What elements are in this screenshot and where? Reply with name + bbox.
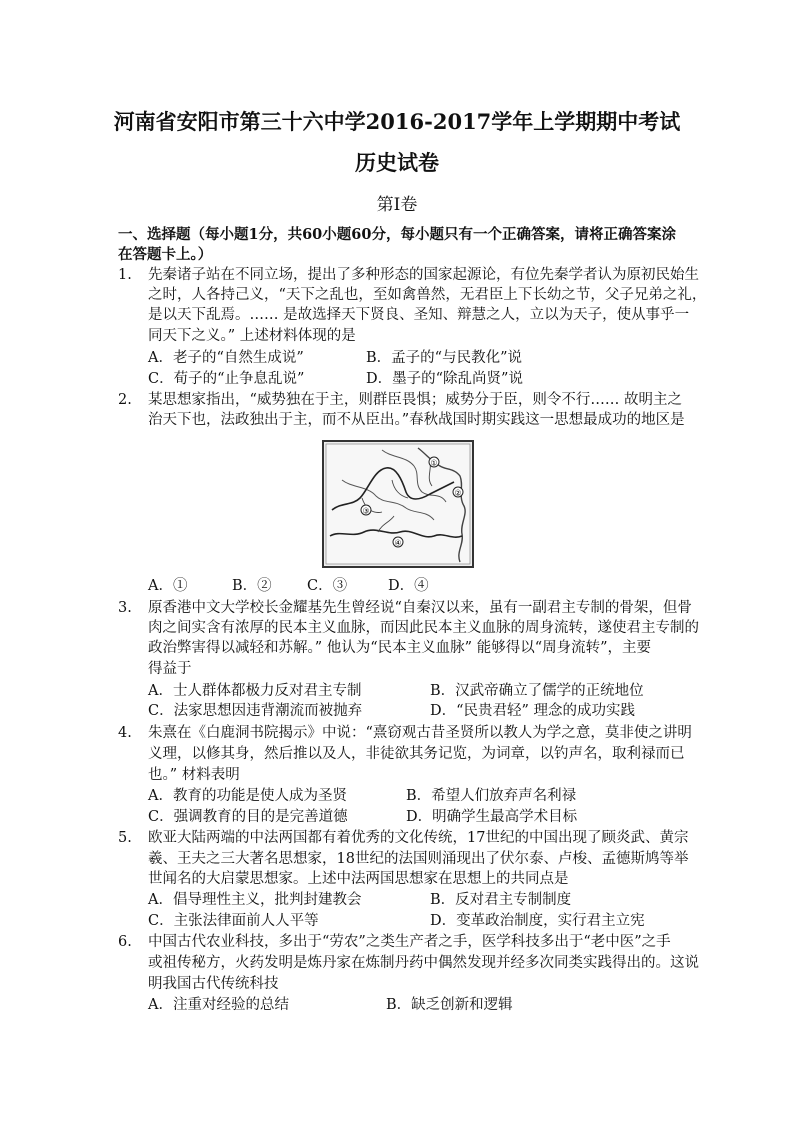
option-a: A．教育的功能是使人成为圣贤 [148, 788, 347, 804]
question-text-line: 明我国古代传统科技 [148, 976, 279, 992]
option-a: A．倡导理性主义，批判封建教会 [148, 892, 362, 908]
question-text-line: 肉之间实含有浓厚的民本主义血脉，而因此民本主义血脉的周身流转，遂使君主专制的 [148, 620, 699, 636]
option-c: C．荀子的“止争息乱说” [148, 371, 305, 387]
instructions-line-1: 一、选择题（每小题1分，共60小题60分，每小题只有一个正确答案，请将正确答案涂 [118, 226, 676, 243]
question-text-line: 义理，以修其身，然后推以及人，非徒欲其务记览，为词章，以钓声名，取利禄而已 [148, 746, 685, 762]
option-c: C．主张法律面前人人平等 [148, 913, 319, 929]
question-text-line: 治天下也，法政独出于主，而不从臣出。”春秋战国时期实践这一思想最成功的地区是 [148, 412, 685, 428]
map-marker-3-label: ③ [362, 506, 370, 516]
question-text-line: 同天下之义。” 上述材料体现的是 [148, 328, 356, 344]
question-number: 5. [118, 830, 132, 846]
option-c: C．强调教育的目的是完善道德 [148, 809, 348, 825]
question-text-line: 得益于 [148, 661, 192, 677]
option-d: D．明确学生最高学术目标 [406, 809, 578, 825]
question-number: 1. [118, 267, 132, 283]
option-d: D．④ [388, 578, 429, 594]
option-b: B．② [232, 578, 272, 594]
option-d: D．变革政治制度，实行君主立宪 [430, 913, 645, 929]
question-text-line: 朱熹在《白鹿洞书院揭示》中说：“熹窃观古昔圣贤所以教人为学之意，莫非使之讲明 [148, 725, 692, 741]
question-text-line: 政治弊害得以减轻和苏解。” 他认为“民本主义血脉” 能够得以“周身流转”，主要 [148, 640, 652, 656]
option-a: A．注重对经验的总结 [148, 997, 289, 1013]
option-c: C．③ [307, 578, 348, 594]
question-number: 3. [118, 600, 132, 616]
section-title: 第Ⅰ卷 [376, 195, 418, 215]
map-marker-1-label: ① [430, 458, 438, 468]
option-a: A．① [148, 578, 188, 594]
exam-title: 河南省安阳市第三十六中学2016-2017学年上学期期中考试 [113, 109, 681, 134]
question-text-line: 之时，人各持己义，“天下之乱也，至如禽兽然，无君臣上下长幼之节，父子兄弟之礼， [148, 287, 707, 303]
question-text-line: 中国古代农业科技，多出于“劳农”之类生产者之手，医学科技多出于“老中医”之手 [148, 934, 671, 950]
question-number: 4. [118, 725, 132, 741]
option-b: B．孟子的“与民教化”说 [366, 350, 522, 366]
question-text-line: 是以天下乱焉。…… 是故选择天下贤良、圣知、辩慧之人，立以为天子，使从事乎一 [148, 307, 690, 323]
option-d: D．“民贵君轻” 理念的成功实践 [430, 703, 636, 719]
option-b: B．汉武帝确立了儒学的正统地位 [430, 683, 644, 699]
question-number: 6. [118, 934, 132, 950]
question-text-line: 欧亚大陆两端的中法两国都有着优秀的文化传统，17世纪的中国出现了顾炎武、黄宗 [148, 830, 689, 846]
option-b: B．反对君主专制制度 [430, 892, 572, 908]
option-a: A．老子的“自然生成说” [148, 350, 304, 366]
option-b: B．希望人们放弃声名利禄 [406, 788, 577, 804]
question-text-line: 羲、王夫之三大著名思想家，18世纪的法国则涌现出了伏尔泰、卢梭、孟德斯鸠等举 [148, 851, 689, 867]
subject-title: 历史试卷 [355, 150, 439, 175]
option-c: C．法家思想因违背潮流而被抛弃 [148, 703, 363, 719]
option-d: D．墨子的“除乱尚贤”说 [366, 371, 523, 387]
question-text-line: 世闻名的大启蒙思想家。上述中法两国思想家在思想上的共同点是 [148, 871, 569, 887]
map-marker-4-label: ④ [394, 538, 402, 548]
question-number: 2. [118, 392, 132, 408]
warring-states-map [322, 440, 474, 568]
option-a: A．士人群体都极力反对君主专制 [148, 683, 362, 699]
map-marker-2-label: ② [454, 488, 462, 498]
instructions-line-2: 在答题卡上。） [118, 246, 213, 263]
question-text-line: 先秦诸子站在不同立场，提出了多种形态的国家起源论，有位先秦学者认为原初民始生 [148, 267, 699, 283]
question-text-line: 某思想家指出，“威势独在于主，则群臣畏惧；威势分于臣，则令不行…… 故明主之 [148, 392, 683, 408]
question-text-line: 原香港中文大学校长金耀基先生曾经说“自秦汉以来，虽有一副君主专制的骨架，但骨 [148, 600, 692, 616]
option-b: B．缺乏创新和逻辑 [386, 997, 513, 1013]
question-text-line: 也。” 材料表明 [148, 767, 240, 783]
question-text-line: 或祖传秘方，火药发明是炼丹家在炼制丹药中偶然发现并经多次同类实践得出的。这说 [148, 955, 699, 971]
